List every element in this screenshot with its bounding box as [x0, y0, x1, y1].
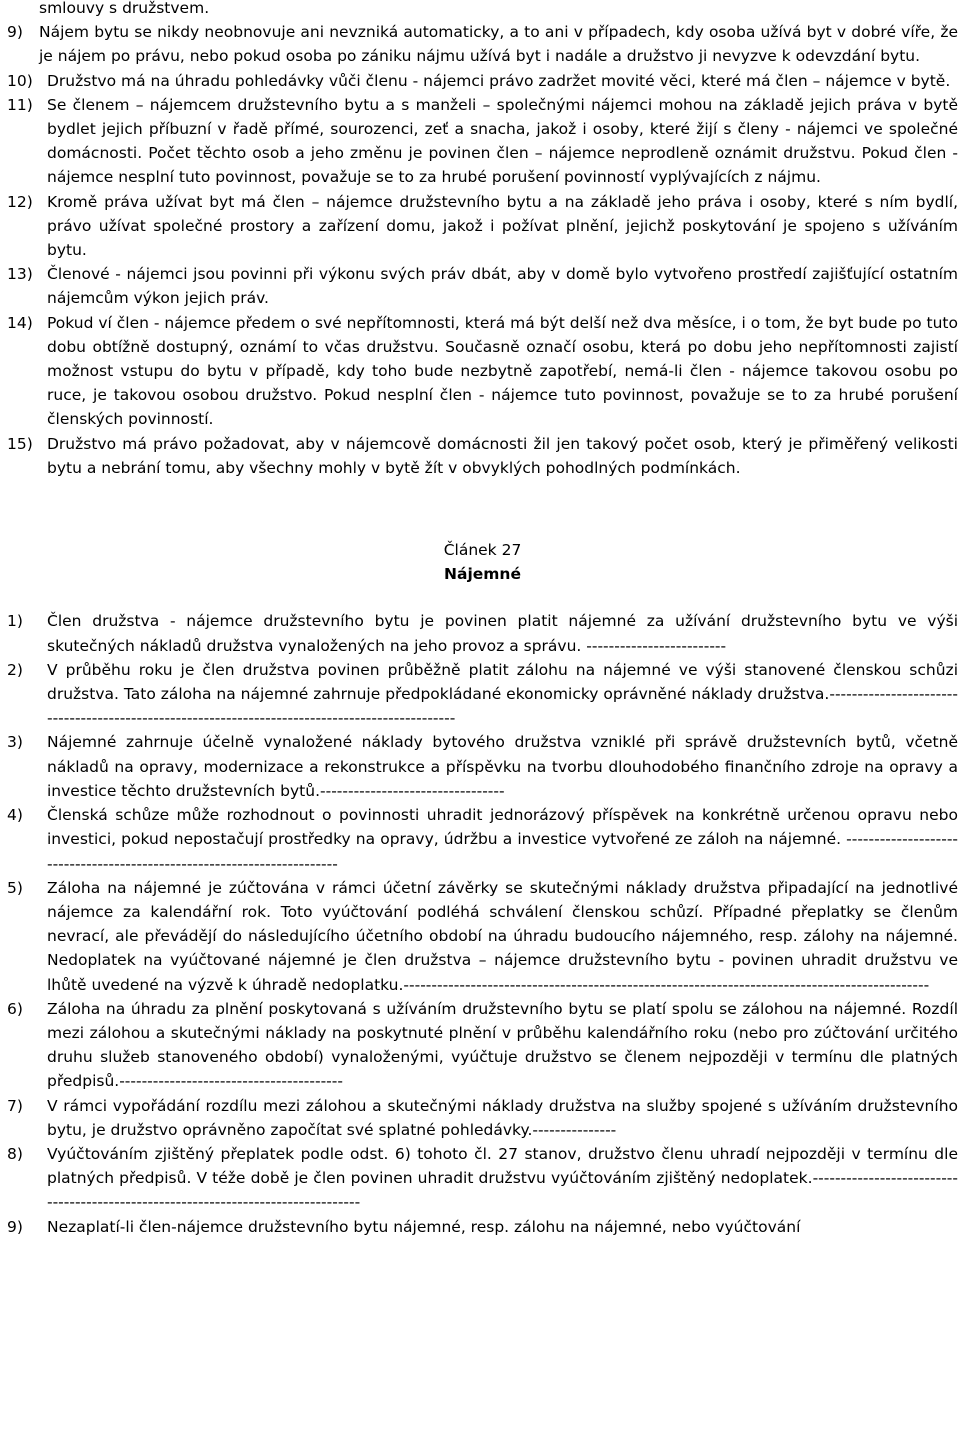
item-number: 8) [7, 1144, 23, 1163]
list-item [7, 69, 958, 93]
item-text: Člen družstva - nájemce družstevního bytu je povinen platit nájemné za užívání družstevního bytu ve výši skutečných nákladů družstva vynaložených na jeho provoz a správu. ------------------------- [47, 612, 958, 655]
item-number: 12) [7, 192, 33, 211]
item-text: Záloha na nájemné je zúčtována v rámci účetní závěrky se skutečnými náklady družstva připadající na jednotlivé nájemce za kalendářní rok. Toto vyúčtování podléhá schválení členskou schůzí. Případné přeplatky se členům nevrací, ale převádějí do následujícího účetního období na úhradu budoucího nájemného, resp. zálohy na nájemné. Nedoplatek na vyúčtované nájemné je člen družstva – nájemce družstevního bytu - povinen uhradit družstvu ve lhůtě uvedené na výzvě k úhradě nedoplatku.---------------------------------------------------------------------------------------------- [47, 878, 958, 994]
list-item [7, 730, 958, 803]
item-number: 3) [7, 733, 23, 752]
item-text: Kromě práva užívat byt má člen – nájemce družstevního bytu a na základě jeho práva i osoby, které s ním bydlí, právo užívat společné prostory a zařízení domu, jakož i požívat plnění, jejichž poskytování je spojeno s užíváním bytu. [47, 192, 958, 260]
list-item [7, 658, 958, 731]
item-text: Nezaplatí-li člen-nájemce družstevního bytu nájemné, resp. zálohu na nájemné, nebo vyúčtování [47, 1217, 801, 1236]
list-item [7, 997, 958, 1094]
item-number: 9) [7, 23, 23, 42]
item-text: Nájemné zahrnuje účelně vynaložené náklady bytového družstva vzniklé při správě družstevních bytů, včetně nákladů na opravy, modernizace a rekonstrukce a příspěvku na tvorbu dlouhodobého finančního zdroje na opravy a investice těchto družstevních bytů.--------------------------------- [47, 733, 958, 800]
item-text: Záloha na úhradu za plnění poskytovaná s užíváním družstevního bytu se platí spolu se zálohou na nájemné. Rozdíl mezi zálohou a skutečnými náklady na poskytnuté plnění v průběhu kalendářního roku (nebo pro zúčtování určitého druhu služeb stanoveného období) vynaloženými, vyúčtuje družstvo se členem nejpozději v termínu dle platných předpisů.---------------------------------------- [47, 999, 958, 1091]
list-item [7, 1215, 958, 1239]
list-item [7, 20, 958, 68]
article-title: Nájemné [444, 565, 521, 584]
item-text: V rámci vypořádání rozdílu mezi zálohou a skutečnými náklady družstva na služby spojené s užíváním družstevního bytu, je družstvo oprávněno započítat své splatné pohledávky.--------------- [47, 1096, 958, 1139]
item-number: 9) [7, 1217, 23, 1236]
list-item [7, 1142, 958, 1215]
item-text: Družstvo má právo požadovat, aby v nájemcově domácnosti žil jen takový počet osob, který je přiměřený velikosti bytu a nebrání tomu, aby všechny mohly v bytě žít v obvyklých pohodlných podmínkách. [47, 434, 958, 477]
item-number: 10) [7, 71, 33, 90]
item-number: 14) [7, 313, 33, 332]
list-item [7, 262, 958, 310]
item-text: Pokud ví člen - nájemce předem o své nepřítomnosti, která má být delší než dva měsíce, i o tom, že byt bude po tuto dobu obtížně dostupný, oznámí to včas družstvu. Současně označí osobu, která po dobu jeho nepřítomnosti zajistí možnost vstupu do bytu v případě, kdy toho bude nezbytně zapotřebí, nemá-li člen - nájemce takovou osobu po ruce, je takovou osobou družstvo. Pokud nesplní člen - nájemce tuto povinnost, považuje se to za hrubé porušení členských povinností. [47, 313, 958, 429]
list-item [7, 93, 958, 190]
list-item [7, 1094, 958, 1142]
list-item [7, 876, 958, 997]
item-text: Vyúčtováním zjištěný přeplatek podle odst. 6) tohoto čl. 27 stanov, družstvo členu uhradí nejpozději v termínu dle platných předpisů. V téže době je člen povinen uhradit družstvu vyúčtováním zjištěný nedoplatek.---------------------------------------------------------------------------------- [47, 1144, 958, 1212]
item-text: Členská schůze může rozhodnout o povinnosti uhradit jednorázový příspěvek na konkrétně určenou opravu nebo investici, pokud nepostačují prostředky na opravy, údržbu a investice vytvořené ze záloh na nájemné. ------------------------------------------------------------------------ [47, 806, 958, 873]
item-number: 5) [7, 878, 23, 897]
article-list [7, 609, 958, 1238]
list-item [7, 803, 958, 876]
item-number: 2) [7, 660, 23, 679]
item-number: 11) [7, 95, 33, 114]
document-page [7, 0, 958, 1239]
item-number: 6) [7, 999, 23, 1018]
list-item [7, 190, 958, 263]
list-item [7, 609, 958, 657]
list-item [7, 311, 958, 432]
item-number: 1) [7, 612, 23, 631]
item-text: V průběhu roku je člen družstva povinen průběžně platit zálohu na nájemné ve výši stanovené členskou schůzi družstva. Tato záloha na nájemné zahrnuje předpokládané ekonomicky oprávněné náklady družstva.------------------------------------------------------------------------------------------------ [47, 660, 958, 728]
article-number: Článek 27 [443, 541, 522, 560]
item-number: 13) [7, 265, 33, 284]
item-number: 4) [7, 806, 23, 825]
item-number: 15) [7, 434, 33, 453]
item-text: Členové - nájemci jsou povinni při výkonu svých práv dbát, aby v domě bylo vytvořeno prostředí zajišťující ostatním nájemcům výkon jejich práv. [47, 265, 958, 308]
item-text: Nájem bytu se nikdy neobnovuje ani nevzniká automaticky, a to ani v případech, kdy osoba užívá byt v dobré víře, že je nájem po právu, nebo pokud osoba po zániku nájmu užívá byt i nadále a družstvo ji nevyzve k odevzdání bytu. [39, 23, 958, 66]
list-item [7, 432, 958, 480]
item-text: Se členem – nájemcem družstevního bytu a s manželi – společnými nájemci mohou na základě jejich práva v bytě bydlet jejich příbuzní v řadě přímé, sourozenci, zeť a snacha, jakož i osoby, které žijí s členy - nájemci ve společné domácnosti. Počet těchto osob a jeho změnu je povinen člen – nájemce neprodleně oznámit družstvu. Pokud člen - nájemce nesplní tuto povinnost, považuje se to za hrubé porušení povinností vyplývajících z nájmu. [47, 95, 958, 187]
item-text: Družstvo má na úhradu pohledávky vůči členu - nájemci právo zadržet movité věci, které má člen – nájemce v bytě. [47, 71, 951, 90]
previous-section-list [7, 20, 958, 480]
item-number: 7) [7, 1096, 23, 1115]
previous-paragraph-tail: smlouvy s družstvem. [39, 0, 210, 17]
